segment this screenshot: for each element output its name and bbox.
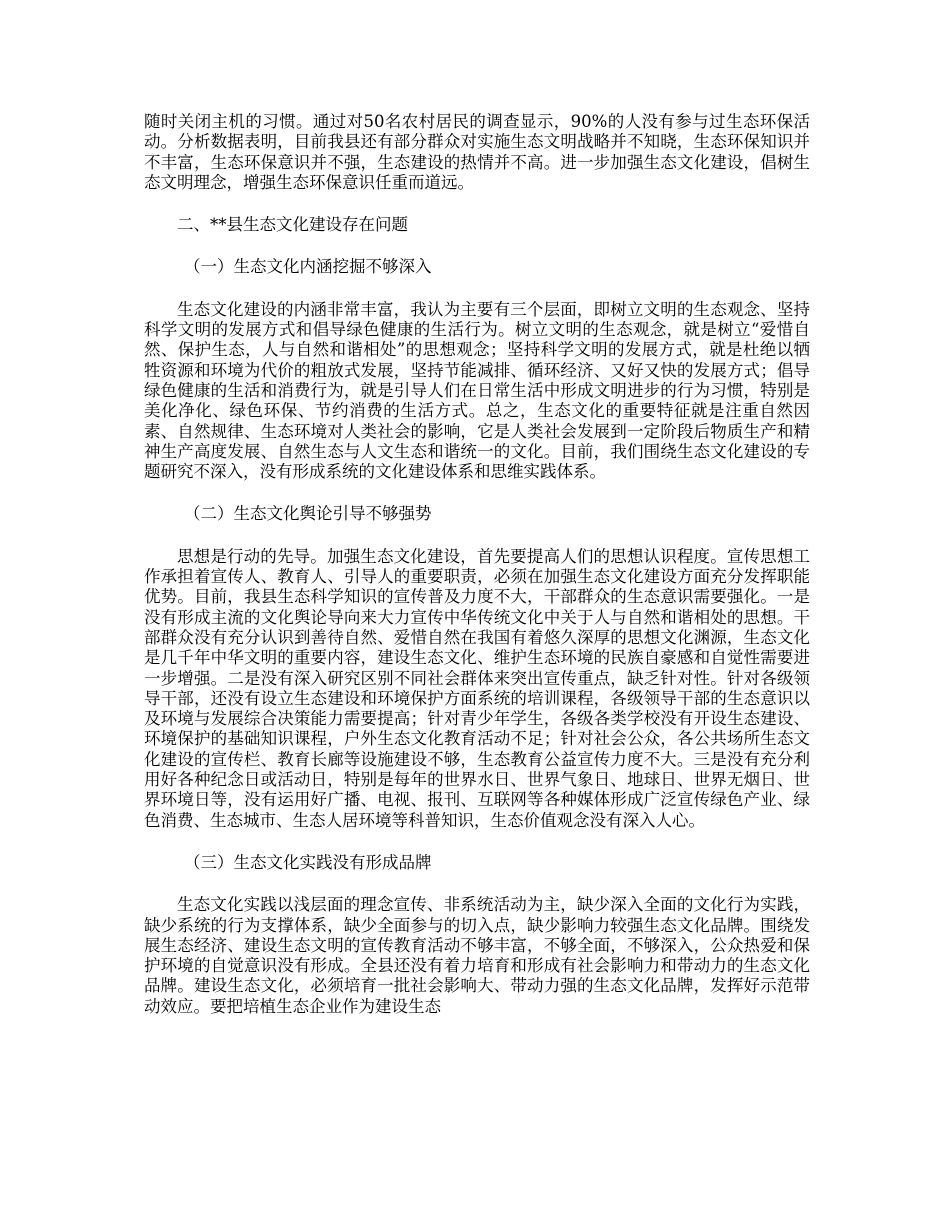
paragraph-spacer — [144, 278, 810, 300]
section-heading: 二、**县生态文化建设存在问题 — [177, 215, 408, 235]
paragraph-spacer — [144, 525, 810, 547]
paragraph-spacer — [144, 235, 810, 257]
paragraph-spacer — [144, 831, 810, 853]
paragraph-spacer — [144, 482, 810, 504]
paragraph-spacer — [144, 873, 810, 895]
subsection-body-1: 生态文化建设的内涵非常丰富，我认为主要有三个层面，即树立文明的生态观念、坚持科学文明的发展方式和倡导绿色健康的生活行为。树立文明的生态观念，就是树立“爱惜自然、保护生态，人与自然和谐相处”的思想观念；坚持科学文明的发展方式，就是杜绝以牺牲资源和环境为代价的粗放式发展，坚持节能减排、循环经济、又好又快的发展方式；倡导绿色健康的生活和消费行为，就是引导人们在日常生活中形成文明进步的行为习惯，特别是美化净化、绿色环保、节约消费的生活方式。总之，生态文化的重要特征就是注重自然因素、自然规律、生态环境对人类社会的影响，它是人类社会发展到一定阶段后物质生产和精神生产高度发展、自然生态与人文生态和谐统一的文化。目前，我们围绕生态文化建设的专题研究不深入，没有形成系统的文化建设体系和思维实践体系。 — [144, 299, 810, 482]
subsection-body-3: 生态文化实践以浅层面的理念宣传、非系统活动为主，缺少深入全面的文化行为实践，缺少系统的行为支撑体系，缺少全面参与的切入点，缺少影响力较强生态文化品牌。围绕发展生态经济、建设生态文明的宣传教育活动不够丰富，不够全面，不够深入，公众热爱和保护环境的自觉意识没有形成。全县还没有着力培育和形成有社会影响力和带动力的生态文化品牌。建设生态文化，必须培育一批社会影响大、带动力强的生态文化品牌，发挥好示范带动效应。要把培植生态企业作为建设生态 — [144, 895, 810, 1016]
subsection-body-2: 思想是行动的先导。加强生态文化建设，首先要提高人们的思想认识程度。宣传思想工作承担着宣传人、教育人、引导人的重要职责，必须在加强生态文化建设方面充分发挥职能优势。目前，我县生态科学知识的宣传普及力度不大，干部群众的生态意识需要强化。一是没有形成主流的文化舆论导向来大力宣传中华传统文化中关于人与自然和谐相处的思想。干部群众没有充分认识到善待自然、爱惜自然在我国有着悠久深厚的思想文化渊源，生态文化是几千年中华文明的重要内容，建设生态文化、维护生态环境的民族自豪感和自觉性需要进一步增强。二是没有深入研究区别不同社会群体来突出宣传重点，缺乏针对性。针对各级领导干部，还没有设立生态建设和环境保护方面系统的培训课程，各级领导干部的生态意识以及环境与发展综合决策能力需要提高；针对青少年学生，各级各类学校没有开设生态建设、环境保护的基础知识课程，户外生态文化教育活动不足；针对社会公众，各公共场所生态文化建设的宣传栏、教育长廊等设施建设不够，生态教育公益宣传力度不大。三是没有充分利用好各种纪念日或活动日，特别是每年的世界水日、世界气象日、地球日、世界无烟日、世界环境日等，没有运用好广播、电视、报刊、互联网等各种媒体形成广泛宣传绿色产业、绿色消费、生态城市、生态人居环境等科普知识，生态价值观念没有深入人心。 — [144, 546, 810, 830]
subsection-heading-1: （一）生态文化内涵挖掘不够深入 — [184, 257, 432, 277]
subsection-heading-2: （二）生态文化舆论引导不够强势 — [184, 504, 432, 524]
paragraph-continuation: 随时关闭主机的习惯。通过对50名农村居民的调查显示，90%的人没有参与过生态环保活动。分析数据表明，目前我县还有部分群众对实施生态文明战略并不知晓，生态环保知识并不丰富，生态环保意识并不强，生态建设的热情并不高。进一步加强生态文化建设，倡树生态文明理念，增强生态环保意识任重而道远。 — [144, 112, 810, 192]
subsection-heading-3: （三）生态文化实践没有形成品牌 — [184, 852, 432, 872]
paragraph-spacer — [144, 193, 810, 215]
document-body — [144, 112, 810, 1017]
